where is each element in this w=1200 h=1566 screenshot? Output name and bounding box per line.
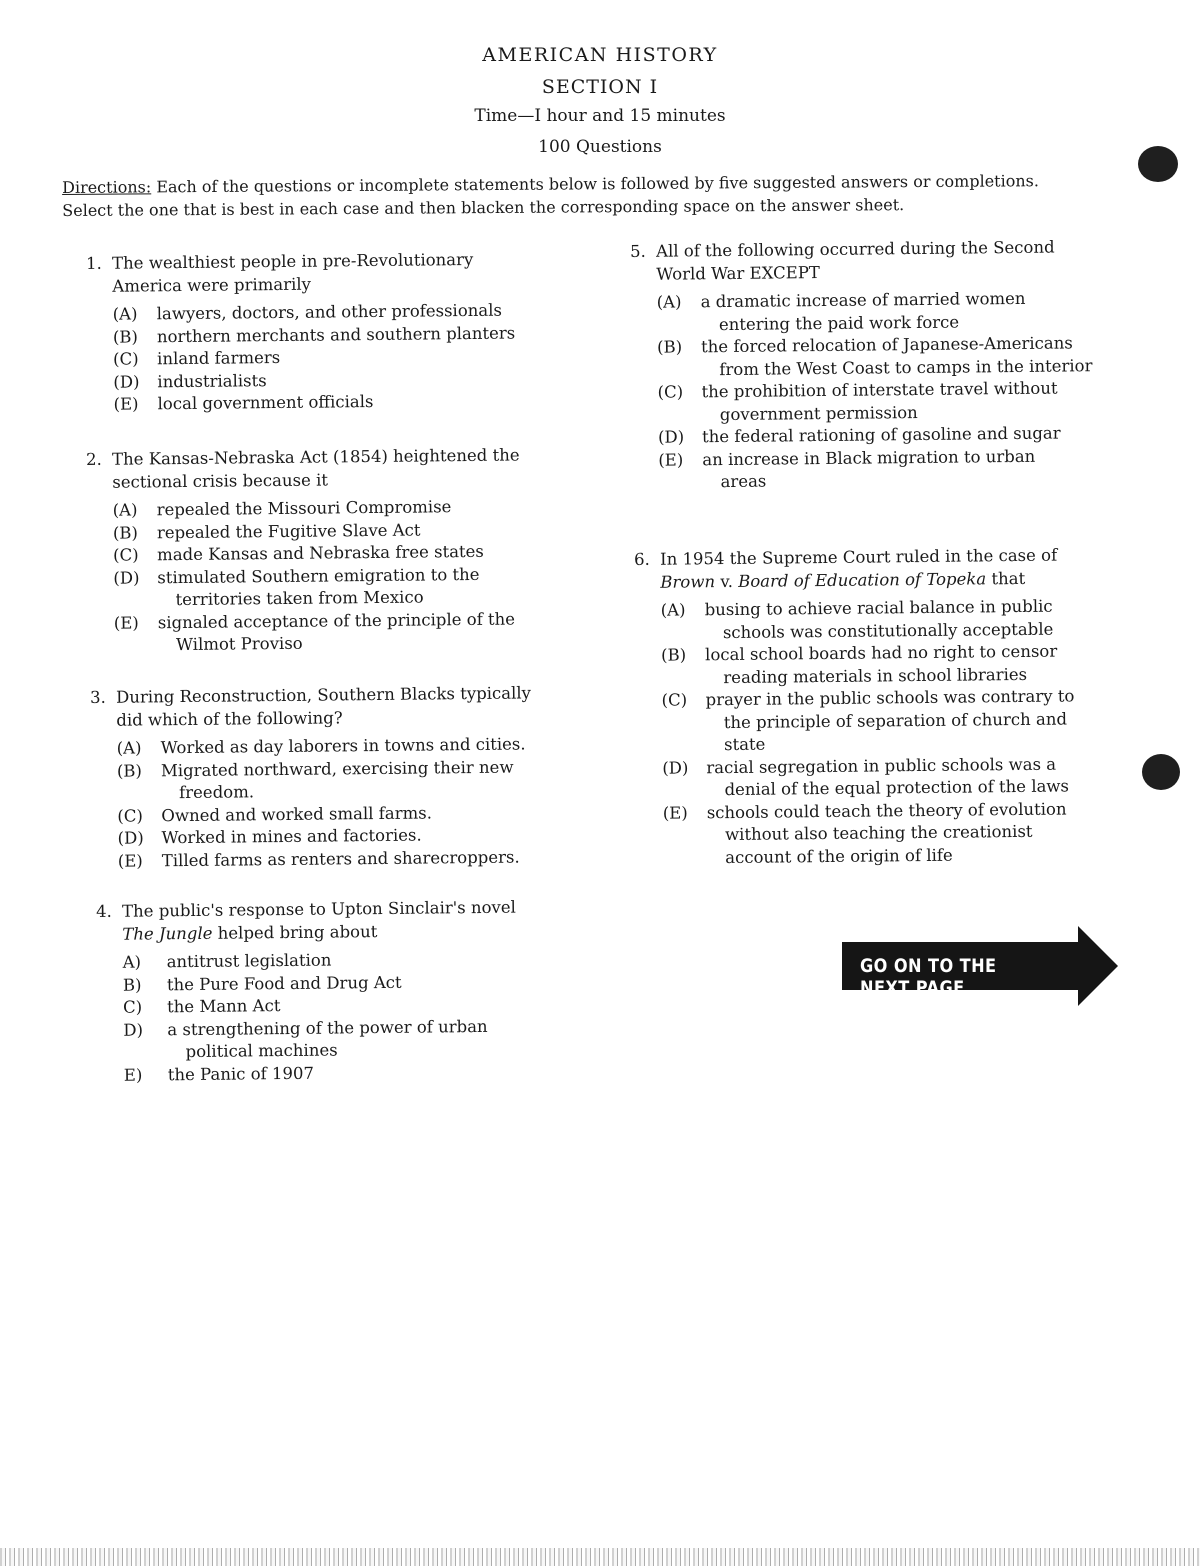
option-letter: A) [122, 952, 142, 972]
answer-option-b [117, 756, 551, 806]
option-text: the Pure Food and Drug Act [166, 972, 402, 994]
option-letter: (A) [112, 500, 138, 520]
option-text: made Kansas and Nebraska free states [157, 541, 484, 565]
option-text-continued: areas [720, 471, 767, 492]
answer-option-a [661, 595, 1100, 645]
answer-option-e [114, 608, 538, 657]
question-number: 4. [96, 901, 112, 921]
question-stem: The wealthiest people in pre-Revolutionary America were primarily [112, 249, 474, 296]
time-limit: Time—I hour and 15 minutes [474, 106, 726, 126]
option-text: Worked as day laborers in towns and cities. [160, 734, 526, 758]
binder-hole [1138, 146, 1178, 182]
option-text: an increase in Black migration to urban [702, 446, 1036, 469]
question-stem: During Reconstruction, Southern Blacks typically did which of the following? [116, 683, 532, 730]
option-letter: (B) [661, 645, 687, 665]
option-letter: E) [123, 1065, 143, 1085]
option-text: busing to achieve racial balance in public [704, 596, 1053, 620]
question-4 [96, 895, 548, 1087]
option-letter: (E) [117, 850, 143, 871]
answer-option-b [661, 640, 1100, 690]
option-text: lawyers, doctors, and other professionals [156, 300, 503, 324]
answer-option-e [658, 445, 1097, 495]
option-letter: D) [123, 1020, 144, 1040]
book-title: The Jungle [122, 923, 213, 944]
option-text: local government officials [157, 391, 374, 414]
answer-option-d [662, 753, 1101, 803]
option-letter: (D) [657, 427, 685, 447]
option-text: the prohibition of interstate travel without [701, 378, 1058, 402]
option-letter: (B) [112, 326, 138, 347]
option-text: the Mann Act [167, 996, 281, 1017]
question-number: 1. [86, 253, 102, 273]
option-text-continued: schools was constitutionally acceptable [722, 619, 1054, 642]
answer-option-e [113, 389, 537, 416]
option-letter: (C) [661, 690, 688, 710]
question-stem-text: that [991, 568, 1026, 589]
option-letter: (E) [113, 394, 139, 414]
option-text: repealed the Missouri Compromise [156, 497, 452, 520]
directions-text: Each of the questions or incomplete statements below is followed by five suggested answers or completions. Select the one that is best in each case and then blacken the corresponding space on the answer sheet. [62, 171, 1039, 220]
question-number: 5. [630, 241, 646, 261]
option-text-continued: reading materials in school libraries [723, 664, 1028, 687]
answer-option-d [113, 563, 537, 612]
option-letter: (C) [117, 805, 143, 826]
question-stem [660, 543, 1099, 594]
question-2 [86, 443, 538, 657]
answer-option-a [657, 287, 1096, 337]
option-text-continued: entering the paid work force [718, 312, 960, 334]
option-text-continued: denial of the equal protection of the laws [724, 776, 1070, 800]
option-letter: (A) [112, 304, 138, 324]
option-text: local school boards had no right to censor [705, 641, 1058, 665]
answer-option-c [661, 685, 1101, 757]
option-letter: B) [122, 975, 142, 995]
question-stem-text: v. [720, 571, 734, 592]
answer-option-e [663, 798, 1103, 870]
option-text: antitrust legislation [166, 950, 332, 972]
question-stem [122, 895, 546, 945]
option-letter: (D) [113, 371, 140, 392]
option-letter: (E) [662, 802, 688, 823]
question-number: 2. [86, 449, 102, 469]
option-text-continued: the principle of separation of church and state [723, 708, 1068, 755]
option-text: the federal rationing of gasoline and sugar [701, 423, 1061, 447]
question-1 [86, 247, 538, 416]
option-letter: (E) [658, 449, 684, 470]
question-3 [90, 681, 552, 873]
option-text: inland farmers [157, 347, 281, 369]
answer-option-c [657, 377, 1096, 427]
question-6 [634, 543, 1102, 870]
question-stem-text: The public's response to Upton Sinclair's novel [122, 897, 516, 921]
question-count: 100 Questions [538, 137, 662, 157]
case-name-part: Brown [660, 572, 716, 592]
answer-option-e [124, 1060, 548, 1087]
option-letter: (B) [112, 522, 138, 543]
option-text-continued: without also teaching the creationist account of the origin of life [724, 821, 1033, 867]
answer-option-e [118, 846, 552, 873]
scan-noise-border [0, 1548, 1200, 1566]
option-text-continued: from the West Coast to camps in the interior [719, 355, 1093, 379]
question-number: 3. [90, 687, 106, 707]
section-label: SECTION I [541, 76, 659, 98]
question-stem: The Kansas-Nebraska Act (1854) heightened the sectional crisis because it [112, 445, 520, 492]
option-letter: C) [123, 997, 143, 1017]
option-letter: (D) [117, 828, 144, 848]
option-text: racial segregation in public schools was a [706, 754, 1057, 777]
question-stem: All of the following occurred during the Second World War EXCEPT [656, 237, 1055, 284]
option-letter: (A) [660, 600, 686, 620]
option-text-continued: Wilmot Proviso [175, 633, 303, 655]
option-text: northern merchants and southern planters [156, 323, 516, 346]
option-letter: (C) [113, 545, 139, 565]
option-letter: (E) [113, 612, 139, 633]
next-page-arrow [842, 926, 1118, 1006]
option-text: Owned and worked small farms. [161, 802, 433, 825]
option-text: the forced relocation of Japanese-Americans [701, 333, 1073, 357]
option-text: repealed the Fugitive Slave Act [156, 520, 421, 542]
option-text-continued: freedom. [179, 782, 255, 803]
option-letter: (C) [657, 382, 684, 402]
question-stem-text: In 1954 the Supreme Court ruled in the case of [660, 545, 1058, 569]
option-text: industrialists [157, 370, 267, 391]
page-title: AMERICAN HISTORY [482, 44, 718, 66]
option-letter: (A) [116, 738, 142, 758]
option-text: schools could teach the theory of evolution [706, 798, 1067, 822]
option-text-continued: government permission [719, 402, 918, 424]
directions [62, 169, 1062, 222]
option-text-continued: territories taken from Mexico [175, 587, 424, 610]
option-text: signaled acceptance of the principle of the [157, 609, 516, 632]
binder-hole [1142, 754, 1180, 790]
option-text: Tilled farms as renters and sharecroppers. [161, 847, 520, 870]
case-name-part: Board of Education of Topeka [738, 569, 987, 591]
option-letter: (D) [113, 567, 140, 588]
option-text: the Panic of 1907 [167, 1063, 315, 1084]
option-letter: (C) [113, 349, 139, 369]
option-text: stimulated Southern emigration to the [157, 564, 480, 587]
next-page-label: GO ON TO THE NEXT PAGE [860, 955, 997, 999]
option-text: prayer in the public schools was contrary to [705, 686, 1075, 710]
option-letter: (D) [662, 757, 689, 778]
option-text: a strengthening of the power of urban [167, 1016, 488, 1039]
answer-option-b [657, 332, 1096, 382]
question-5 [630, 235, 1098, 494]
directions-label: Directions: [62, 177, 152, 197]
option-letter: (A) [656, 292, 682, 312]
question-number: 6. [634, 549, 650, 569]
answer-option-d [123, 1015, 547, 1064]
option-text-continued: political machines [185, 1040, 338, 1062]
question-stem-text: helped bring about [217, 922, 378, 943]
option-text: a dramatic increase of married women [700, 288, 1026, 312]
option-text: Worked in mines and factories. [161, 825, 422, 848]
option-letter: (B) [116, 760, 142, 781]
option-letter: (B) [657, 337, 683, 357]
option-text: Migrated northward, exercising their new [160, 757, 514, 780]
